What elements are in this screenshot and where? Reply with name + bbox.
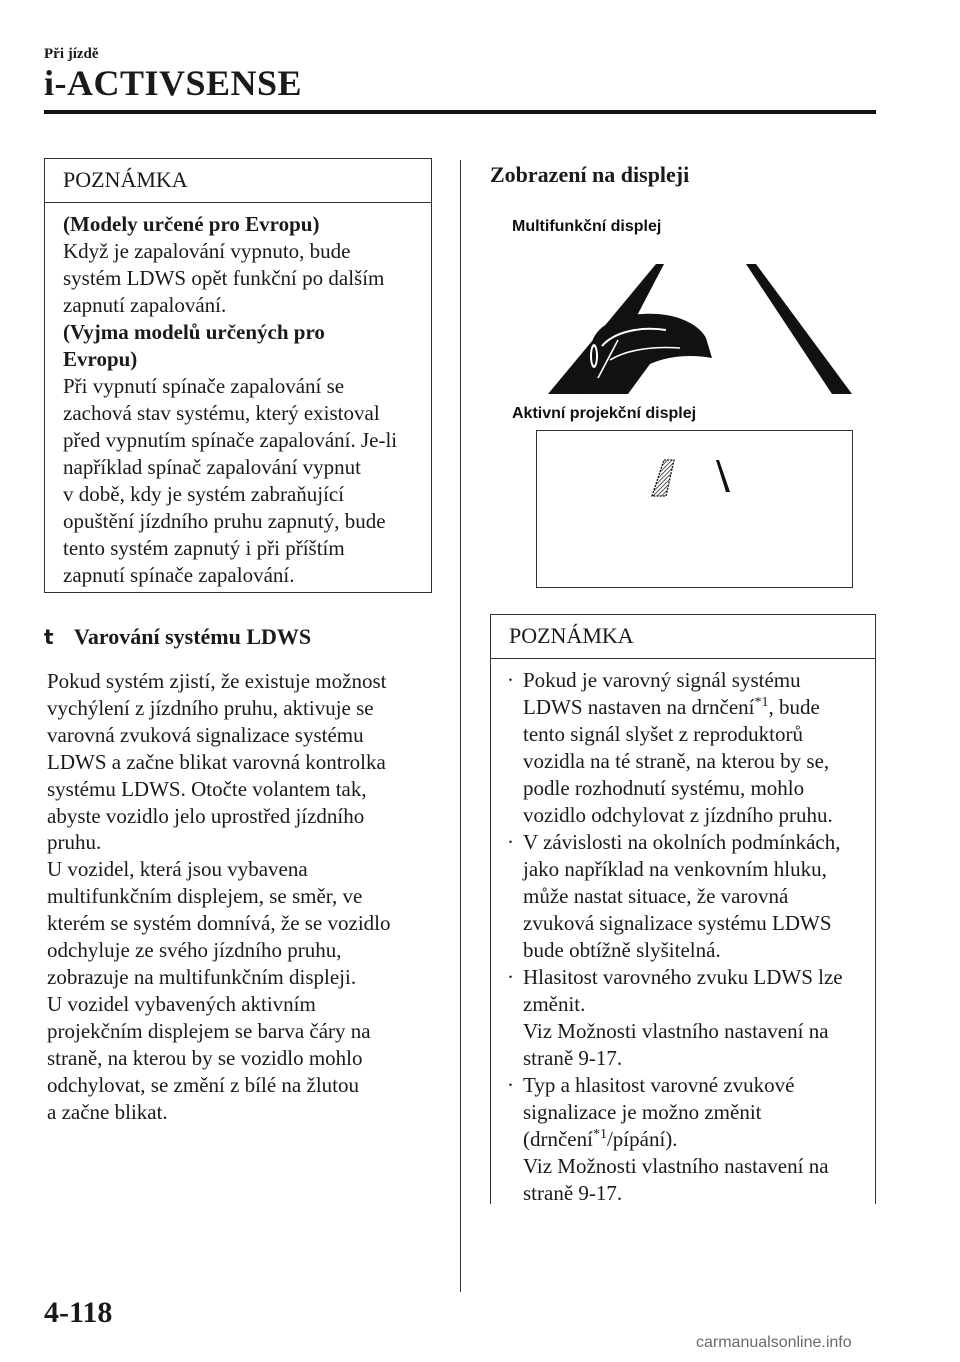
note-line: Když je zapalování vypnuto, bude: [63, 239, 351, 263]
warning-heading-text: Varování systému LDWS: [74, 624, 312, 649]
car-silhouette-icon: [580, 314, 712, 394]
body-line: varovná zvuková signalizace systému: [47, 722, 364, 747]
body-line: straně, na kterou by se vozidlo mohlo: [47, 1045, 363, 1070]
note-line: vozidlo odchylovat z jízdního pruhu.: [523, 803, 833, 827]
bullet-dot: ·: [507, 1073, 514, 1097]
display-section-heading: Zobrazení na displeji: [490, 162, 690, 187]
note-box-right: [490, 614, 876, 1204]
note-line: zapnutí spínače zapalování.: [63, 563, 295, 587]
body-line: Pokud systém zjistí, že existuje možnost: [47, 669, 387, 693]
note-box-left: [44, 158, 432, 593]
note-body: [491, 659, 875, 1207]
note-subheading-europe: (Modely určené pro Evropu): [63, 212, 320, 236]
body-line: abyste vozidlo jelo uprostřed jízdního: [47, 803, 365, 828]
page-number: 4-118: [44, 1296, 113, 1329]
note-body: [45, 203, 431, 589]
warning-section-body: [47, 668, 437, 1125]
body-line: a začne blikat.: [47, 1099, 168, 1124]
header-rule: [44, 110, 876, 114]
note-line: Pokud je varovný signál systému: [523, 668, 801, 692]
note-line: (drnčení$^{*1}$/pípání).: [523, 1127, 678, 1151]
note-subheading-non-europe: Evropu): [63, 347, 138, 371]
note-line: bude obtížně slyšitelná.: [523, 938, 721, 962]
note-bullet-item: [505, 964, 867, 1072]
body-line: U vozidel, která jsou vybavena: [47, 857, 308, 882]
body-line: zobrazuje na multifunkčním displeji.: [47, 964, 357, 989]
note-subheading-non-europe: (Vyjma modelů určených pro: [63, 320, 325, 344]
note-line: tento systém zapnutý i při příštím: [63, 536, 345, 560]
body-line: U vozidel vybavených aktivním: [47, 991, 316, 1016]
hud-left-lane-warning: [652, 460, 674, 496]
note-line: signalizace je možno změnit: [523, 1100, 762, 1124]
body-line: LDWS a začne blikat varovná kontrolka: [47, 749, 386, 774]
watermark: carmanualsonline.info: [696, 1334, 852, 1351]
section-label: Při jízdě: [44, 46, 99, 62]
body-line: odchylovat, se změní z bílé na žlutou: [47, 1072, 359, 1097]
page-title: i-ACTIVSENSE: [44, 63, 303, 103]
footnote-marker: *1: [754, 695, 769, 710]
body-line: kterém se systém domnívá, že se vozidlo: [47, 911, 391, 936]
active-driving-display-frame: [536, 430, 853, 588]
footnote-marker: *1: [592, 1127, 607, 1142]
body-line: odchyluje ze svého jízdního pruhu,: [47, 938, 342, 963]
note-line: straně 9-17.: [523, 1181, 623, 1205]
note-line: tento signál slyšet z reproduktorů: [523, 722, 803, 746]
body-line: pruhu.: [47, 830, 102, 855]
note-heading: POZNÁMKA: [45, 159, 431, 203]
multifunction-display-illustration: [540, 260, 852, 396]
note-line: může nastat situace, že varovná: [523, 884, 789, 908]
note-line: V závislosti na okolních podmínkách,: [523, 830, 841, 854]
warning-section-heading: [44, 624, 311, 650]
note-bullet-item: [505, 667, 867, 829]
right-lane-line: [746, 264, 852, 394]
note-line: například spínač zapalování vypnut: [63, 455, 361, 479]
note-line: vozidla na té straně, na kterou by se,: [523, 749, 830, 773]
active-driving-display-label: Aktivní projekční displej: [512, 405, 697, 422]
note-line: před vypnutím spínače zapalování. Je-li: [63, 428, 398, 452]
note-line: systém LDWS opět funkční po dalším: [63, 266, 385, 290]
body-line: multifunkčním displejem, se směr, ve: [47, 884, 363, 909]
note-bullet-item: [505, 829, 867, 964]
note-line: Viz Možnosti vlastního nastavení na: [523, 1019, 829, 1043]
bullet-dot: ·: [507, 668, 514, 692]
note-line: Viz Možnosti vlastního nastavení na: [523, 1154, 829, 1178]
multifunction-display-label: Multifunkční displej: [512, 218, 662, 235]
body-line: projekčním displejem se barva čáry na: [47, 1018, 371, 1043]
note-bullet-item: [505, 1072, 867, 1207]
note-line: opuštění jízdního pruhu zapnutý, bude: [63, 509, 386, 533]
bullet-dot: ·: [507, 965, 514, 989]
hud-right-lane-line: [716, 460, 730, 492]
note-line: podle rozhodnutí systému, mohlo: [523, 776, 805, 800]
note-line: Hlasitost varovného zvuku LDWS lze: [523, 965, 843, 989]
note-line: Typ a hlasitost varovné zvukové: [523, 1073, 795, 1097]
section-bullet: t: [44, 625, 54, 649]
column-divider: [460, 160, 461, 1292]
active-driving-display-illustration: [648, 458, 738, 498]
note-line: LDWS nastaven na drnčení$^{*1}$, bude: [523, 695, 820, 719]
note-heading: POZNÁMKA: [491, 615, 875, 659]
note-line: zvuková signalizace systému LDWS: [523, 911, 832, 935]
note-line: Při vypnutí spínače zapalování se: [63, 374, 345, 398]
note-line: straně 9-17.: [523, 1046, 623, 1070]
bullet-dot: ·: [507, 830, 514, 854]
note-line: změnit.: [523, 992, 586, 1016]
note-line: zapnutí zapalování.: [63, 293, 227, 317]
body-line: vychýlení z jízdního pruhu, aktivuje se: [47, 695, 374, 720]
note-line: jako například na venkovním hluku,: [523, 857, 827, 881]
note-line: v době, kdy je systém zabraňující: [63, 482, 345, 506]
body-line: systému LDWS. Otočte volantem tak,: [47, 776, 367, 801]
note-line: zachová stav systému, který existoval: [63, 401, 380, 425]
